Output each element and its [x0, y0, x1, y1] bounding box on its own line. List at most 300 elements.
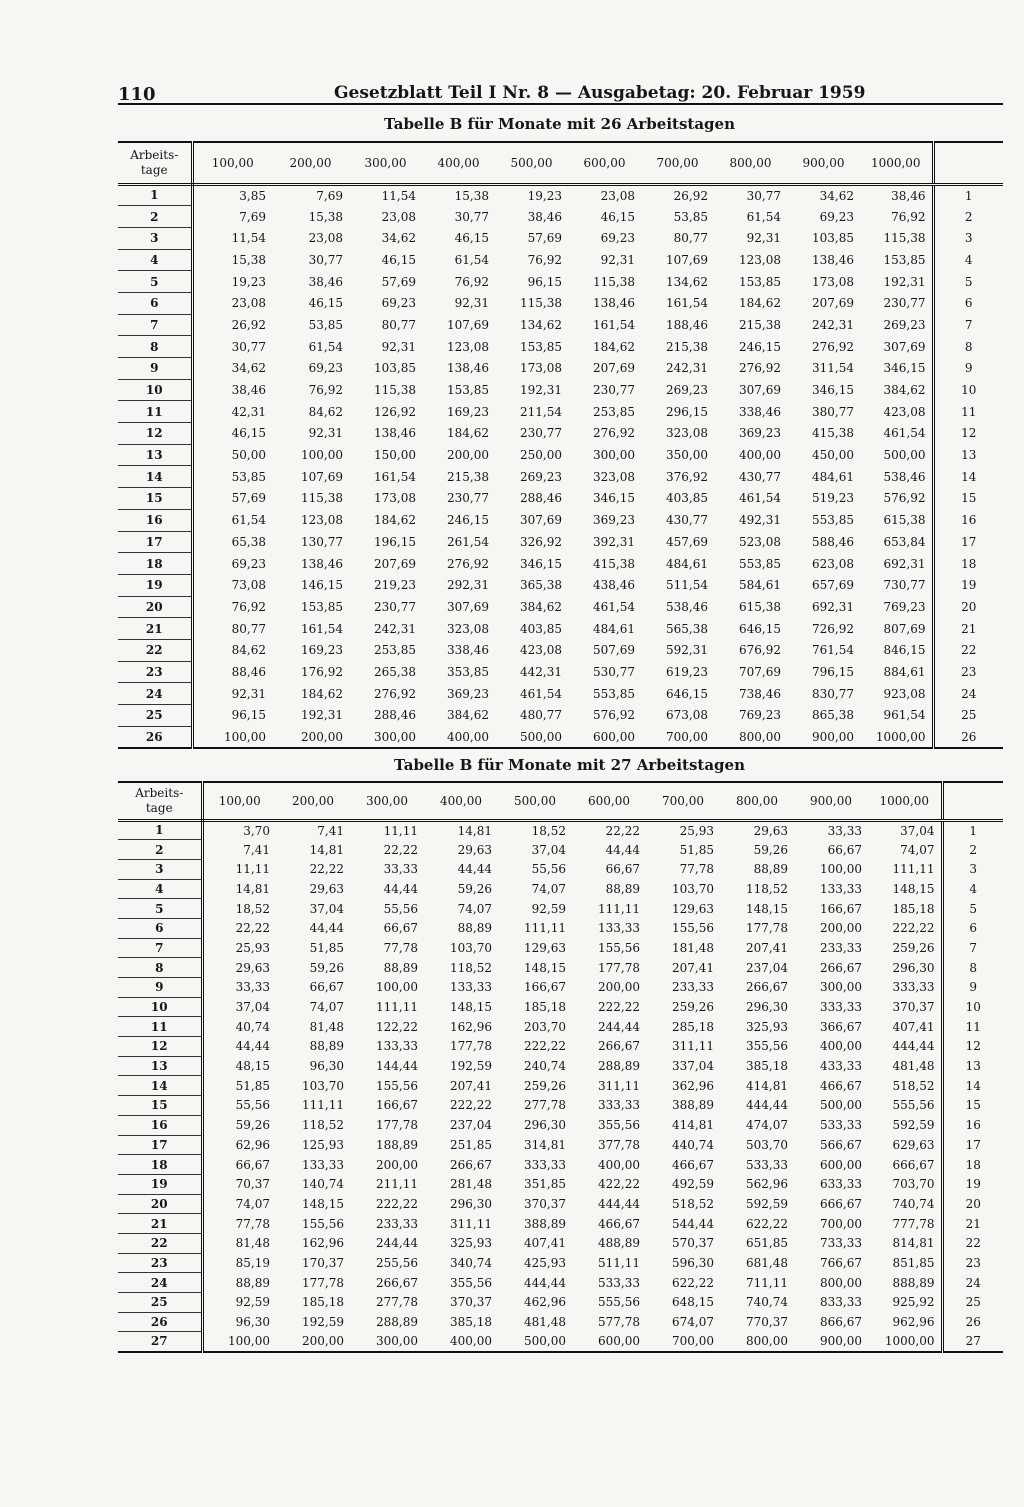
table-cell: 333,33: [598, 1098, 640, 1113]
table-cell: 414,81: [746, 1078, 788, 1093]
table-cell: 134,62: [520, 317, 562, 332]
row-day-label: 15: [118, 488, 192, 510]
table-header-row: [118, 142, 1003, 184]
table-cell: 266,67: [820, 960, 862, 975]
table-cell: 423,08: [883, 404, 926, 419]
row-day-number: 6: [942, 918, 1003, 938]
table-cell: 11,11: [235, 862, 270, 877]
table-cell: 673,08: [666, 708, 708, 723]
running-title: Gesetzblatt Teil I Nr. 8 — Ausgabetag: 20. Februar 1959: [334, 83, 866, 103]
row-day-number: 27: [942, 1332, 1003, 1352]
table-cell: 566,67: [820, 1137, 862, 1152]
table-cell: 62,96: [235, 1137, 270, 1152]
table-cell: 738,46: [739, 686, 781, 701]
table-cell: 88,46: [231, 664, 266, 679]
row-day-number: 23: [933, 661, 1003, 683]
table-cell: 44,44: [309, 921, 344, 936]
table-cell: 46,15: [381, 252, 416, 267]
table-row: [118, 1096, 1003, 1116]
table-row: [118, 509, 1003, 531]
column-header: 500,00: [498, 782, 572, 820]
table-cell: 107,69: [666, 252, 708, 267]
table-cell: 307,69: [447, 599, 489, 614]
table-cell: 184,62: [301, 686, 343, 701]
table-cell: 622,22: [746, 1216, 788, 1231]
table-cell: 900,00: [820, 1334, 862, 1349]
table-cell: 461,54: [520, 686, 562, 701]
table-cell: 115,38: [520, 296, 562, 311]
table-cell: 553,85: [812, 513, 854, 528]
table-cell: 166,67: [820, 901, 862, 916]
row-day-number: 22: [942, 1233, 1003, 1253]
table-cell: 61,54: [454, 252, 489, 267]
table-cell: 596,30: [672, 1255, 714, 1270]
table-cell: 400,00: [820, 1039, 862, 1054]
row-day-label: 26: [118, 1312, 202, 1332]
table-cell: 350,00: [666, 448, 708, 463]
table-cell: 277,78: [376, 1295, 418, 1310]
table-cell: 100,00: [224, 729, 266, 744]
table-cell: 7,41: [243, 842, 270, 857]
table-cell: 44,44: [605, 842, 640, 857]
column-header: 200,00: [276, 782, 350, 820]
table-cell: 15,38: [231, 252, 266, 267]
table-cell: 362,96: [672, 1078, 714, 1093]
table-cell: 96,30: [235, 1315, 270, 1330]
table-cell: 325,93: [746, 1019, 788, 1034]
row-day-label: 13: [118, 444, 192, 466]
table-cell: 192,31: [301, 708, 343, 723]
row-day-label: 4: [118, 249, 192, 271]
table-cell: 211,11: [376, 1177, 418, 1192]
table-cell: 555,56: [892, 1098, 935, 1113]
row-day-label: 23: [118, 661, 192, 683]
table-cell: 276,92: [593, 426, 635, 441]
table-cell: 207,69: [593, 361, 635, 376]
table-cell: 865,38: [812, 708, 854, 723]
table-cell: 700,00: [820, 1216, 862, 1231]
table-cell: 576,92: [593, 708, 635, 723]
row-day-number: 14: [942, 1076, 1003, 1096]
table-cell: 222,22: [598, 1000, 640, 1015]
table-cell: 34,62: [231, 361, 266, 376]
table-cell: 185,18: [524, 1000, 566, 1015]
table-cell: 533,33: [820, 1118, 862, 1133]
table-cell: 807,69: [883, 621, 926, 636]
table-cell: 400,00: [739, 448, 781, 463]
table-cell: 57,69: [231, 491, 266, 506]
row-day-label: 16: [118, 509, 192, 531]
table-cell: 285,18: [672, 1019, 714, 1034]
table-cell: 207,41: [450, 1078, 492, 1093]
row-day-number: 25: [942, 1293, 1003, 1313]
table-cell: 188,89: [376, 1137, 418, 1152]
table-cell: 30,77: [231, 339, 266, 354]
row-day-number: 8: [933, 336, 1003, 358]
table-cell: 900,00: [812, 729, 854, 744]
table-cell: 155,56: [598, 940, 640, 955]
table-cell: 51,85: [235, 1078, 270, 1093]
table-cell: 646,15: [666, 686, 708, 701]
row-day-number: 12: [933, 423, 1003, 445]
table-row: [118, 1214, 1003, 1234]
table-cell: 7,41: [317, 823, 344, 838]
row-day-number: 13: [942, 1056, 1003, 1076]
table-cell: 240,74: [524, 1059, 566, 1074]
table-row: [118, 553, 1003, 575]
table-cell: 700,00: [666, 729, 708, 744]
table-cell: 338,46: [739, 404, 781, 419]
table-cell: 242,31: [374, 621, 416, 636]
table-cell: 138,46: [447, 361, 489, 376]
table-cell: 162,96: [302, 1236, 344, 1251]
table-row: [118, 596, 1003, 618]
table-cell: 703,70: [892, 1177, 935, 1192]
table-row: [118, 488, 1003, 510]
table-cell: 133,33: [820, 881, 862, 896]
table-cell: 153,85: [520, 339, 562, 354]
table-cell: 125,93: [302, 1137, 344, 1152]
table-cell: 414,81: [672, 1118, 714, 1133]
table-cell: 66,67: [235, 1157, 270, 1172]
table-cell: 666,67: [820, 1196, 862, 1211]
table-cell: 203,70: [524, 1019, 566, 1034]
row-day-number: 15: [942, 1096, 1003, 1116]
row-day-label: 6: [118, 918, 202, 938]
table-row: [118, 249, 1003, 271]
row-day-label: 17: [118, 1135, 202, 1155]
table-cell: 123,08: [739, 252, 781, 267]
row-day-label: 24: [118, 1273, 202, 1293]
table-cell: 88,89: [457, 921, 492, 936]
table-cell: 215,38: [739, 317, 781, 332]
table-row: [118, 978, 1003, 998]
table-cell: 88,89: [605, 881, 640, 896]
table-cell: 237,04: [450, 1118, 492, 1133]
column-header: 900,00: [794, 782, 868, 820]
table-cell: 340,74: [450, 1255, 492, 1270]
table-cell: 59,26: [235, 1118, 270, 1133]
table-cell: 196,15: [374, 534, 416, 549]
table-cell: 74,07: [531, 881, 566, 896]
table-cell: 161,54: [593, 317, 635, 332]
table-cell: 296,15: [666, 404, 708, 419]
table-cell: 415,38: [812, 426, 854, 441]
table-cell: 292,31: [447, 578, 489, 593]
table-cell: 73,08: [231, 578, 266, 593]
table-cell: 14,81: [235, 881, 270, 896]
row-day-label: 1: [118, 184, 192, 206]
table-cell: 370,37: [892, 1000, 935, 1015]
row-day-label: 22: [118, 639, 192, 661]
table-cell: 84,62: [231, 643, 266, 658]
table-cell: 300,00: [593, 448, 635, 463]
table-cell: 461,54: [883, 426, 926, 441]
table-cell: 80,77: [673, 231, 708, 246]
table-cell: 7,69: [239, 209, 266, 224]
table-cell: 173,08: [812, 274, 854, 289]
table-cell: 277,78: [524, 1098, 566, 1113]
table-cell: 192,31: [883, 274, 926, 289]
table-cell: 265,38: [374, 664, 416, 679]
table-cell: 433,33: [820, 1059, 862, 1074]
table-cell: 692,31: [812, 599, 854, 614]
row-day-label: 18: [118, 553, 192, 575]
table-cell: 29,63: [309, 881, 344, 896]
table-cell: 77,78: [383, 940, 418, 955]
table-cell: 166,67: [524, 980, 566, 995]
table-cell: 648,15: [672, 1295, 714, 1310]
table-cell: 22,22: [605, 823, 640, 838]
table-cell: 129,63: [672, 901, 714, 916]
column-header: 600,00: [568, 142, 641, 184]
table-cell: 46,15: [600, 209, 635, 224]
table-cell: 888,89: [892, 1275, 935, 1290]
table-cell: 177,78: [450, 1039, 492, 1054]
table-row: [118, 292, 1003, 314]
table-cell: 200,00: [376, 1157, 418, 1172]
table-cell: 237,04: [746, 960, 788, 975]
table-cell: 769,23: [883, 599, 926, 614]
table-cell: 592,59: [892, 1118, 935, 1133]
table-cell: 22,22: [383, 842, 418, 857]
table-cell: 77,78: [235, 1216, 270, 1231]
table-cell: 846,15: [883, 643, 926, 658]
table-cell: 430,77: [739, 469, 781, 484]
column-header: 400,00: [424, 782, 498, 820]
table-cell: 530,77: [593, 664, 635, 679]
table-cell: 365,38: [520, 578, 562, 593]
row-day-label: 17: [118, 531, 192, 553]
table-cell: 353,85: [447, 664, 489, 679]
table-cell: 533,33: [746, 1157, 788, 1172]
row-day-label: 8: [118, 336, 192, 358]
table-cell: 133,33: [450, 980, 492, 995]
table-cell: 415,38: [593, 556, 635, 571]
table-cell: 22,22: [235, 921, 270, 936]
table-cell: 323,08: [447, 621, 489, 636]
table-cell: 769,23: [739, 708, 781, 723]
table-cell: 29,63: [235, 960, 270, 975]
table-cell: 177,78: [746, 921, 788, 936]
table-cell: 276,92: [374, 686, 416, 701]
table-cell: 23,08: [308, 231, 343, 246]
table-cell: 38,46: [308, 274, 343, 289]
table-cell: 261,54: [447, 534, 489, 549]
table-cell: 96,30: [309, 1059, 344, 1074]
table-cell: 115,38: [374, 383, 416, 398]
table-cell: 70,37: [235, 1177, 270, 1192]
table-cell: 253,85: [593, 404, 635, 419]
table-cell: 444,44: [598, 1196, 640, 1211]
table-row: [118, 1155, 1003, 1175]
table-cell: 77,78: [679, 862, 714, 877]
table-cell: 111,11: [302, 1098, 344, 1113]
table-cell: 923,08: [883, 686, 926, 701]
table-row: [118, 997, 1003, 1017]
column-header: 500,00: [495, 142, 568, 184]
table-cell: 400,00: [450, 1334, 492, 1349]
table-cell: 207,41: [672, 960, 714, 975]
table-cell: 233,33: [376, 1216, 418, 1231]
table-row: [118, 1056, 1003, 1076]
table-cell: 346,15: [593, 491, 635, 506]
table-cell: 144,44: [376, 1059, 418, 1074]
table-cell: 740,74: [746, 1295, 788, 1310]
table-row: [118, 859, 1003, 879]
column-header: 200,00: [272, 142, 349, 184]
table-cell: 296,30: [450, 1196, 492, 1211]
table-cell: 88,89: [309, 1039, 344, 1054]
table-cell: 38,46: [891, 188, 926, 203]
table-cell: 311,11: [450, 1216, 492, 1231]
table-row: [118, 958, 1003, 978]
table-cell: 115,38: [301, 491, 343, 506]
table-cell: 134,62: [666, 274, 708, 289]
table-cell: 222,22: [892, 921, 935, 936]
table-cell: 444,44: [524, 1275, 566, 1290]
table-cell: 3,85: [239, 188, 266, 203]
table-cell: 38,46: [527, 209, 562, 224]
row-day-number: 20: [933, 596, 1003, 618]
table-row: [118, 705, 1003, 727]
table-cell: 288,89: [376, 1315, 418, 1330]
table-cell: 44,44: [457, 862, 492, 877]
table-row: [118, 938, 1003, 958]
table-cell: 173,08: [520, 361, 562, 376]
table-cell: 577,78: [598, 1315, 640, 1330]
table-cell: 169,23: [301, 643, 343, 658]
table-row: [118, 879, 1003, 899]
table-cell: 584,61: [739, 578, 781, 593]
table-cell: 92,31: [308, 426, 343, 441]
table-cell: 177,78: [376, 1118, 418, 1133]
row-day-label: 15: [118, 1096, 202, 1116]
row-day-number: 6: [933, 292, 1003, 314]
table-cell: 23,08: [600, 188, 635, 203]
table-cell: 370,37: [450, 1295, 492, 1310]
table-cell: 115,38: [883, 231, 926, 246]
table-cell: 161,54: [301, 621, 343, 636]
table-cell: 565,38: [666, 621, 708, 636]
table-cell: 37,04: [235, 1000, 270, 1015]
table-cell: 211,54: [520, 404, 562, 419]
table-cell: 657,69: [812, 578, 854, 593]
table-cell: 533,33: [598, 1275, 640, 1290]
table-cell: 466,67: [598, 1216, 640, 1231]
table-cell: 29,63: [753, 823, 788, 838]
table-cell: 925,92: [892, 1295, 935, 1310]
table-cell: 484,61: [812, 469, 854, 484]
table-cell: 25,93: [235, 940, 270, 955]
row-day-number: 3: [933, 227, 1003, 249]
table-cell: 511,11: [598, 1255, 640, 1270]
table-cell: 230,77: [883, 296, 926, 311]
table-cell: 480,77: [520, 708, 562, 723]
table-cell: 484,61: [593, 621, 635, 636]
table-cell: 500,00: [524, 1334, 566, 1349]
table-cell: 266,67: [450, 1157, 492, 1172]
row-day-number: 10: [942, 997, 1003, 1017]
table-cell: 519,23: [812, 491, 854, 506]
table-row: [118, 1273, 1003, 1293]
table-row: [118, 358, 1003, 380]
row-day-number: 2: [933, 206, 1003, 228]
table-cell: 55,56: [531, 862, 566, 877]
table-cell: 30,77: [308, 252, 343, 267]
table-cell: 185,18: [302, 1295, 344, 1310]
table-cell: 430,77: [666, 513, 708, 528]
row-day-label: 18: [118, 1155, 202, 1175]
row-day-number: 19: [933, 574, 1003, 596]
row-day-label: 14: [118, 466, 192, 488]
table-cell: 333,33: [524, 1157, 566, 1172]
table-cell: 377,78: [598, 1137, 640, 1152]
table-cell: 600,00: [593, 729, 635, 744]
table-row: [118, 184, 1003, 206]
table-cell: 833,33: [820, 1295, 862, 1310]
table-cell: 488,89: [598, 1236, 640, 1251]
table-cell: 100,00: [228, 1334, 270, 1349]
table-cell: 711,11: [746, 1275, 788, 1290]
table-cell: 444,44: [746, 1098, 788, 1113]
table-cell: 14,81: [457, 823, 492, 838]
table-cell: 122,22: [376, 1019, 418, 1034]
table-cell: 215,38: [666, 339, 708, 354]
table-cell: 400,00: [598, 1157, 640, 1172]
table-cell: 325,93: [450, 1236, 492, 1251]
row-day-number: 26: [933, 726, 1003, 748]
table-cell: 674,07: [672, 1315, 714, 1330]
table-cell: 107,69: [301, 469, 343, 484]
table-cell: 333,33: [820, 1000, 862, 1015]
table-cell: 200,00: [301, 729, 343, 744]
table-cell: 259,26: [524, 1078, 566, 1093]
table-cell: 115,38: [593, 274, 635, 289]
table-cell: 92,31: [746, 231, 781, 246]
table-cell: 148,15: [892, 881, 935, 896]
row-day-label: 19: [118, 1174, 202, 1194]
table-cell: 85,19: [235, 1255, 270, 1270]
table-cell: 461,54: [593, 599, 635, 614]
row-day-label: 23: [118, 1253, 202, 1273]
table-cell: 11,11: [383, 823, 418, 838]
table-cell: 518,52: [672, 1196, 714, 1211]
table-cell: 307,69: [739, 383, 781, 398]
column-header-arbeitstage: Arbeits- tage: [118, 142, 192, 184]
table-cell: 323,08: [593, 469, 635, 484]
row-day-number: 7: [933, 314, 1003, 336]
table-cell: 385,18: [746, 1059, 788, 1074]
table-cell: 474,07: [746, 1118, 788, 1133]
table-cell: 440,74: [672, 1137, 714, 1152]
table-cell: 30,77: [746, 188, 781, 203]
table-cell: 269,23: [520, 469, 562, 484]
table-cell: 61,54: [308, 339, 343, 354]
table-cell: 600,00: [820, 1157, 862, 1172]
table-cell: 153,85: [447, 383, 489, 398]
table-cell: 244,44: [598, 1019, 640, 1034]
row-day-number: 8: [942, 958, 1003, 978]
table-cell: 123,08: [447, 339, 489, 354]
table-cell: 555,56: [598, 1295, 640, 1310]
table-row: [118, 726, 1003, 748]
table-row: [118, 1332, 1003, 1352]
table-cell: 346,15: [520, 556, 562, 571]
table-cell: 76,92: [891, 209, 926, 224]
table-row: [118, 683, 1003, 705]
table-cell: 23,08: [231, 296, 266, 311]
